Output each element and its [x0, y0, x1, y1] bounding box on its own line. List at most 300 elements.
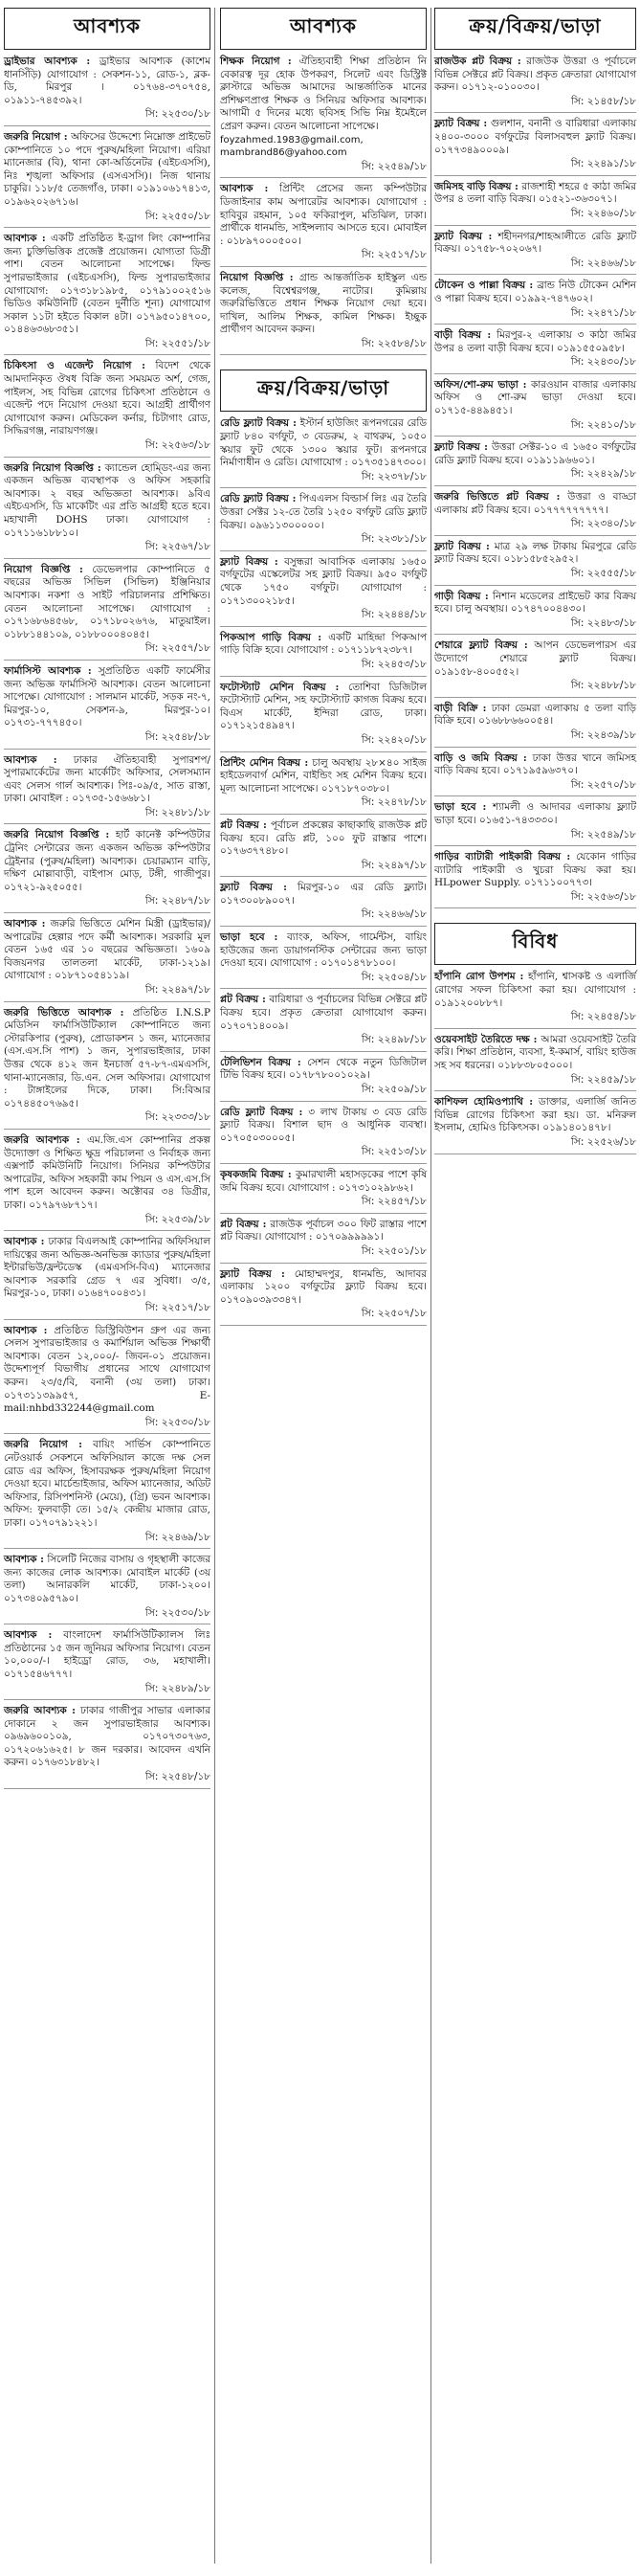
section-heading: আবশ্যক	[220, 8, 427, 50]
ad-text	[434, 280, 636, 305]
ad-divider	[4, 1699, 210, 1700]
column-2	[220, 8, 427, 1340]
ad-title: টোকেন ও পাল্লা বিক্রয় :	[434, 280, 534, 292]
ad-text	[220, 1268, 427, 1308]
ad-text	[220, 1169, 427, 1195]
ad-code: সি: ২২৪৫৪/১৮	[570, 1011, 636, 1023]
ad-body: নিশান মডেলের প্রাইভেট কার বিক্রয় হবে। চালু অবস্থায়। ০১৭৪৭০০৪৪৩০।	[434, 590, 636, 616]
section-gap	[220, 1331, 427, 1340]
ad-text	[4, 1236, 210, 1301]
ad-text	[220, 882, 427, 907]
ad-title: প্লট বিক্রয় :	[220, 1218, 267, 1230]
ad-body: প্রতিষ্ঠিত ডিস্ট্রিবিউশন গ্রুপ এর জন্য সেলস সুপারভাইজার ও কমার্শিয়াল অভিজ্ঞ শিক্ষার্থী আবশ্যক। বেতন ১২,০০০/- জিবন-০১ প্রয়োজন। উদ্দেশ্যপূর্ণ বিভাগীয় প্রধানের সাথে যোগাযোগ করুন। ২৩/৫/বি, বনানী (৩য় তলা) ঢাকা। ০১৭৩১১৩৯৯৫৭, E-mail:nhbd332244@gmail.com	[4, 1324, 210, 1415]
ad-title: ফ্ল্যাট বিক্রয় :	[220, 555, 278, 568]
ad-code: সি: ২২৪৭১/১৮	[570, 306, 636, 319]
classified-ad	[220, 183, 427, 262]
ad-code: সি: ২২৫১৭/১৮	[144, 1302, 210, 1314]
ad-body: জরুরি ভিত্তিতে মেশিন মিস্ত্রী (ড্রাইভার)/ অপারেটর হেল্পার পদে কর্মী আবশ্যক। সরকারি মূল বেতন ১৬৫ এর ১০ বছরের অভিজ্ঞতা। ১৬০৯ বিজয়নগর তালতলা মার্কেট, ঢাকা-১২১৯। যোগাযোগ : ০১৮৭১০৫৪১১৯।	[4, 918, 210, 982]
classified-ad	[434, 801, 636, 841]
ad-divider	[220, 626, 427, 627]
column-rule	[430, 8, 431, 2564]
ad-divider	[434, 485, 636, 486]
classified-ad	[220, 882, 427, 922]
ad-text	[220, 1057, 427, 1083]
ad-divider	[4, 1433, 210, 1434]
ad-body: গুলশান, বনানী ও বারিধারা এলাকায় ২৪০০-৩০০০ বর্গফুটের বিলাসবহুল ফ্ল্যাট বিক্রয়। ০১৭৭৩৪৯০০০৯।	[434, 118, 636, 156]
ad-code: সি: ২২৪৮১/১৮	[144, 806, 210, 818]
ad-code: সি: ২২৫৬৭/১৮	[144, 541, 210, 553]
ad-title: ভাড়া হবে :	[434, 801, 487, 814]
ad-body: ৩ লাখ টাকায় ৩ বেড রেডি ফ্ল্যাট বিক্রয়। বিশাল ছাদ ও আধুনিক ব্যবস্থা। ০১৭০৫০৩০০০৫।	[220, 1106, 427, 1144]
classified-ad	[220, 994, 427, 1046]
ad-text	[4, 233, 210, 337]
ad-divider	[220, 814, 427, 815]
classified-ad	[434, 56, 636, 108]
ad-code: সি: ২২৫৮৪/১৮	[361, 337, 427, 349]
ad-code: সি: ২২৪৬৯/১৮	[144, 1531, 210, 1543]
classified-ad	[4, 829, 210, 908]
ad-code: সি: ২২৪৪৪/১৮	[361, 609, 427, 621]
ad-body: ঢাকার বিএলআই কোম্পানির অফিসিয়াল দায়িত্বের জন্য অভিজ্ঞ-অনভিজ্ঞ ক্যাডার পুরুষ/মহিলা ইন্টারভিউ/ফ্রন্টডেস্ক (এমএসসি-বিএ) ম্যানেজার আবশ্যক সরকারি গ্রেড ৭ এর সুবিধা। ৩/৫, মিরপুর-১০, ঢাকা। ০১৬৪৭০০৪৩১।	[4, 1236, 210, 1300]
ad-text	[434, 1096, 636, 1135]
ad-divider	[4, 1001, 210, 1002]
ad-text	[4, 360, 210, 438]
ad-divider	[434, 907, 636, 908]
classified-ad	[434, 639, 636, 692]
classified-ad	[220, 632, 427, 672]
ad-body: তোশিবা ডিজিটাল ফটোস্ট্যাট মেশিন, সহ ফটোস্ট্যাট কাগজ বিক্রয় হবে। বিএস মার্কেট, ইন্দিরা রোড, ঢাকা। ০১৭১২১৫৪৯৪৭।	[220, 681, 427, 732]
ad-title: প্লট বিক্রয় :	[220, 994, 266, 1006]
classified-ad	[4, 754, 210, 820]
classified-ad	[4, 564, 210, 656]
ad-title: ফটোস্ট্যাট মেশিন বিক্রয় :	[220, 681, 340, 693]
ad-code: সি: ২১৪৫৮/১৮	[570, 95, 636, 107]
ad-divider	[4, 1548, 210, 1549]
ad-body: ঢাকা ডেমরা এলাকায় ৫ তলা বাড়ি বিক্রি হবে। ০১৬৮৮৬৬০০৫৪।	[434, 702, 636, 728]
ad-title: ফার্মাসিস্ট আবশ্যক :	[4, 664, 92, 677]
ad-divider	[220, 1263, 427, 1264]
ad-title: পিকআপ গাড়ি বিক্রয় :	[220, 631, 322, 643]
ad-divider	[4, 749, 210, 750]
ad-code: সি: ২২৪৭৮/১৮	[361, 796, 427, 809]
ad-title: ফ্ল্যাট বিক্রয় :	[434, 230, 493, 242]
ad-title: চিকিৎসা ও এজেন্ট নিয়োগ :	[4, 360, 145, 372]
ad-title: আবশ্যক :	[4, 233, 46, 245]
ad-body: ক্যান্ডেল হোম্ডিং-এর জন্য একজন অভিজ্ঞ ব্যবস্থাপক ও অফিস সহকারি আবশ্যক। ২ বছর অভিজ্ঞতা আবশ্যক। ৯বিএ এইচএসসি, ডি মাকেটিং এর প্রতি আগ্রহী হতে হবে। মহাখালী DOHS ঢাকা। যোগাযোগ : ০১৭১১৬১৮৮১০।	[4, 461, 210, 539]
ad-text	[434, 56, 636, 95]
classified-ad	[4, 1629, 210, 1695]
ad-code: সি: ২২৩৭৮/১৮	[361, 470, 427, 482]
ad-text	[434, 801, 636, 827]
classified-ad	[4, 918, 210, 997]
ad-body: ঢাকার গাজীপুর সাভার এলাকার দোকানে ২ জন সুপারভাইজার আবশ্যক। ০৯৬৯৬০০১০৯, ০১৭০৭৩০৭৬৩, ০১৭২০৬১৬২৫। ৮ জন দরকার। আবেদন এখনি করুন। ০১৭৬৩১৮৪৮২।	[4, 1705, 210, 1769]
ad-text	[434, 639, 636, 679]
section-heading: ক্রয়/বিক্রয়/ভাড়া	[220, 370, 427, 412]
ad-text	[220, 1219, 427, 1244]
classified-ad	[4, 1134, 210, 1226]
ad-divider	[434, 585, 636, 586]
ad-code: সি: ২২৫০১/১৮	[361, 1244, 427, 1257]
classified-ad	[220, 1057, 427, 1097]
ad-title: আবশ্যক :	[4, 1554, 44, 1566]
classified-ad	[4, 1554, 210, 1620]
ad-code: সি: ২২৪৫৯/১৮	[570, 1073, 636, 1086]
section-heading: বিবিধ	[434, 923, 636, 965]
ad-body: শহীদনগর/শাহআলীতে রেডি ফ্ল্যাট বিক্রয়। ০১৭৫৮-৭০২০৬৭।	[434, 230, 637, 256]
ad-title: রেডি ফ্ল্যাট বিক্রয় :	[220, 417, 297, 430]
classified-ad	[220, 819, 427, 872]
ad-body: কুমারখালী মহাসড়কের পাশে কৃষি জমি বিক্রয় হবে। যোগাযোগ : ০১৭৩১০২৯৮৬২।	[220, 1168, 427, 1194]
classified-ad	[220, 556, 427, 622]
ad-text	[220, 556, 427, 608]
column-rule	[214, 8, 215, 2564]
ad-divider	[220, 1051, 427, 1052]
ad-text	[434, 231, 636, 257]
classified-ad	[434, 329, 636, 370]
ad-body: প্রতিষ্ঠিত I.N.S.P মেডিসিন ফার্মাসিউটিক্যাল কোম্পানিতে জন্য স্টোরকিপার (পুরুষ), প্রোডাকশন ১ জন, ম্যানেজার (এস.এস.সি পাশ) ১ জন, সুপারভাইজার, ঢাকা উত্তর থেকে ৪১২ জন ইনচার্জ ৫৭-৮৭-এমএসসি, থানা-ম্যানেজার, ডি.এন. সেল অফিসার। যোগাযোগ : টাঙ্গাইলের দিকে, ঢাকা। সি:বিআর ০১৭৪৪৫০৭৬৯৫।	[4, 1006, 210, 1109]
classified-ad	[220, 1219, 427, 1259]
ad-body: বসুন্ধরা আবাসিক এলাকায় ১৬৫০ বর্গফুটের এস্কেলেটর সহ ফ্ল্যাট বিক্রয়। ৯৫০ বর্গফুট থেকে ১৭৫০ বর্গফুট। যোগাযোগ : ০১৭১৩০০২১৮৫।	[220, 555, 427, 607]
ad-title: জরুরি নিয়োগ :	[4, 1439, 83, 1451]
classified-ad	[434, 231, 636, 271]
ad-text	[434, 329, 636, 355]
ad-body: প্রিন্টিং প্রেসের জন্য কম্পিউটার ডিজাইনার কাম অপারেটর আবশ্যক। যোগাযোগ : হাবিবুর রহমান, ১০৫ ফকিরাপুল, মতিঝিল, ঢাকা। প্রার্থীকে ধানমন্ডি, সাইন্সল্যাব আসতে হবে। মোবাইল : ০১৮৯৭০০০৫০০।	[220, 183, 427, 247]
ad-body: সিলেটি নিজের বাসায় ও গৃহস্থালী কাজের জন্য কাজের লোক আবশ্যক। মোবাইল মার্কেট (৩য় তলা) আনারকলি মার্কেট, ঢাকা-১২০০। ০১৭৩৪০৯৫৭৯০।	[4, 1554, 210, 1604]
ad-divider	[220, 177, 427, 178]
ad-code: সি: ২২৫৩০/১৮	[144, 1416, 210, 1428]
ad-divider	[4, 227, 210, 228]
classified-ad	[4, 1705, 210, 1784]
ad-body: মাত্র ২৯ লক্ষ টাকায় মিরপুরে রেডি ফ্ল্যাট বিক্রয় হবে। ০১৮১৫৮৫২৯৫২।	[434, 540, 636, 566]
ad-title: জরুরি ভিত্তিতে আবশ্যক :	[4, 1006, 124, 1019]
ad-code: সি: ২২৫৪৯/১৮	[361, 160, 427, 172]
ad-text	[220, 994, 427, 1033]
classified-ad	[220, 417, 427, 483]
column-1	[4, 8, 210, 1803]
ad-title: জরুরি আবশ্যক :	[4, 1133, 80, 1146]
ad-code: সি: ২২৪৫৩/১৮	[361, 658, 427, 670]
ad-code: সি: ২২৪৯৭/১৮	[361, 859, 427, 871]
ad-text	[434, 971, 636, 1010]
ad-title: জরুরি ভিত্তিতে প্লট বিক্রয় :	[434, 491, 561, 504]
ad-code: সি: ২২৫৫১/১৮	[144, 337, 210, 349]
ad-code: সি: ২২৪৮৯/১৮	[144, 1682, 210, 1694]
ad-code: সি: ২২৫৫৫/১৮	[570, 568, 636, 579]
classified-ad	[4, 1007, 210, 1125]
ad-divider	[434, 225, 636, 226]
ad-body: চালু অবস্থায় ২৮×৪০ সাইজ হাইডেলবার্গ মেশিন, বাইন্ডিং সহ মেশিন বিক্রয় হবে। মূল্য আলোচনা সাপেক্ষে। ০১৭১৮৭০৩৮০।	[220, 756, 427, 795]
classified-ad	[220, 1169, 427, 1209]
ad-body: ব্রান্ড নিউ টোকেন মেশিন ও পাল্লা বিক্রয় হবে। ০১৯৯২-৭৪৭৬০২।	[434, 280, 636, 304]
ad-title: বাড়ি ও জমি বিক্রয় :	[434, 751, 527, 764]
ad-divider	[4, 912, 210, 913]
ad-contact-email[interactable]: foyzahmed.1983@gmail.com, mambrand86@yahoo.com	[220, 134, 364, 159]
ad-body: মিরপুর-১০ এর রেডি ফ্ল্যাট। ০১৭৩০০৮৯০০৭।	[220, 882, 428, 907]
ad-text	[434, 851, 636, 890]
ad-body: আমরা ওয়েবসাইট তৈরি করি। শিক্ষা প্রতিষ্ঠান, ব্যবসা, ই-কমার্স, বায়িং হাউজ সহ সব ধরনের। ০১৮৮৩৮০৫০০০।	[434, 1033, 636, 1072]
ad-code: সি: ২২৫০৭/১৮	[361, 1308, 427, 1320]
ad-title: ফ্ল্যাট বিক্রয় :	[220, 1267, 285, 1280]
ad-title: টেলিভিশন বিক্রয় :	[220, 1056, 301, 1068]
ad-text	[434, 752, 636, 778]
ad-body: অফিসের উদ্দেশ্যে নিম্নোক্ত প্রাইভেট কোম্পানিতে ১০ পদে পুরুষ/মহিলা নিয়োগ। এরিয়া ম্যানেজার (বি), থানা কো-অর্ডিনেটর (এইচএসসি), নিঃ শৃঙ্খলা অফিসার (এসএসসি)। নিজ থানায় চাকুরি। ১১৮/৫ তেজগাঁও, ঢাকা। ০১৯১০৬১৭৪১৩, ০১৯৬২০২৬৭১৬।	[4, 130, 210, 208]
ad-body: ডাক্তার, এলার্জি জনিত বিভিন্ন রোগের চিকিৎসা করা হয়। ডা. মনিরুল ইসলাম, হোমিও চিকিৎসক। ০১৯১৪০১৪৭৮।	[434, 1096, 637, 1134]
ad-text	[220, 183, 427, 248]
classified-ad	[220, 493, 427, 546]
ad-body: কারওয়ান বাজার এলাকায় অফিস ও শো-রুম ভাড়া দেওয়া হবে। ০১৭১৫-৪৪৯৪৫১।	[434, 378, 636, 417]
ad-divider	[4, 354, 210, 355]
ad-text	[4, 665, 210, 730]
ad-divider	[220, 266, 427, 267]
ad-title: আবশ্যক :	[4, 918, 46, 930]
classified-ad	[434, 851, 636, 904]
ad-body: ঢাকা উত্তর খানে জমিসহ বাড়ি বিক্রয় হবে। ০১৭১৯৫৯৬৩৭০।	[434, 751, 636, 777]
ad-code: সি: ২২৪৬০/১৮	[570, 207, 636, 219]
ad-text	[4, 462, 210, 541]
ad-divider	[220, 354, 427, 355]
ad-divider	[220, 876, 427, 877]
ad-text	[4, 564, 210, 642]
ad-code: সি: ২২৪১০/১৮	[570, 418, 636, 431]
ad-title: জরুরি নিয়োগ বিজ্ঞপ্তি :	[4, 461, 101, 474]
ad-title: প্রিন্টিং মেশিন বিক্রয় :	[220, 756, 309, 769]
ad-text	[4, 131, 210, 210]
classified-ad	[434, 541, 636, 581]
classified-ad	[434, 118, 636, 170]
ad-title: রাজউক প্লট বিক্রয় :	[434, 56, 521, 67]
ad-text	[4, 918, 210, 983]
ad-divider	[434, 697, 636, 698]
ad-divider	[434, 634, 636, 635]
section-gap	[4, 1794, 210, 1803]
ad-code: সি: ২২৫০৯/১৮	[361, 1084, 427, 1095]
ad-body: রাজশাহী শহরে ৫ কাঠা জমির উপর ৪ তলা বাড়ি বিক্রয়। ০১৫২১-৩৬৩০৭১।	[434, 180, 637, 206]
ad-body: ডেভেলপার কোম্পানিতে ৫ বছরের অভিজ্ঞ সিভিল (সিভিল) ইঞ্জিনিয়ার আবশ্যক। নকশা ও সাইট পরিচালনার প্রশিক্ষিত। বেতন আলোচনা সাপেক্ষে। যোগাযোগ : ০১৭১৬৮৬৪৫৬৮, ০১৭১৮০২৬৭৬, মাতুয়াইল। ০১৮৮১৪৪১০৯, ০১৮৮০০০৪০৪৫।	[4, 563, 210, 640]
ad-text	[4, 1007, 210, 1111]
ad-body: ঢাকার ঐতিহ্যবাহী সুপারশপ/সুপারমার্কেটের জন্য মার্কেটিং অফিসার, সেলসম্যান এবং সেলস গার্ল আবশ্যক। পিঃ-০৯/৫, সাত রাস্তা, ঢাকা। মোবাইল : ০১৭৩৫-১৫৬৬৮১।	[4, 753, 210, 805]
ad-text	[434, 703, 636, 728]
ad-text	[4, 754, 210, 806]
ad-code: সি: ২২৫৪৯/১৮	[570, 828, 636, 840]
ad-text	[4, 1134, 210, 1213]
classified-ad	[4, 360, 210, 452]
ad-code: সি: ২২৫৭০/১৮	[570, 778, 636, 791]
ad-code: সি: ২২৪৩৯/১৮	[570, 728, 636, 741]
classified-ad	[434, 591, 636, 631]
classified-ad	[434, 181, 636, 221]
ad-code: সি: ২২৪৯৮/১৮	[361, 1034, 427, 1046]
classified-ad	[434, 491, 636, 531]
classified-ad	[434, 379, 636, 432]
ad-divider	[220, 1101, 427, 1102]
ad-divider	[220, 676, 427, 677]
classified-ad	[434, 703, 636, 743]
ad-code: সি: ২২৪৮৩/১৮	[570, 616, 636, 629]
ad-title: ফ্ল্যাট বিক্রয় :	[434, 540, 490, 552]
ad-body: উত্তরা সেক্টর-১০ এ ১৬৫০ বর্গফুটের রেডি ফ্ল্যাট বিক্রয় হবে। ০১৯১১৯৬৬০১।	[434, 441, 637, 466]
ad-title: অফিস/শো-রুম ভাড়া :	[434, 378, 527, 391]
ad-body: আপন ডেভেলপারস এর উদ্যোগে শেয়ারে ফ্ল্যাট বিক্রয়। ০১৯১৫৮-৪০০৫৫২।	[434, 639, 636, 678]
ad-text	[434, 379, 636, 418]
ad-text	[220, 417, 427, 469]
ad-divider	[434, 324, 636, 325]
ad-text	[434, 181, 636, 207]
ad-code: সি: ২২৫২৬/১৮	[570, 1136, 636, 1148]
ad-divider	[220, 1325, 427, 1326]
ad-divider	[4, 558, 210, 559]
ad-divider	[434, 436, 636, 437]
ad-body: এম.জি.এস কোম্পানির প্রকল্প উদ্যোক্তা ও শিক্ষিত ক্ষুদ্র পরিচালনা ও নির্বাহক জন্য এক্সপার্ট কমিউনিটি নিয়োগ। সিনিয়র কম্পিউটার অপারেটর, অফিস সহকারী কাম পিয়ন ও এস.এস.সি পাশ হলে আবেদন করুন। অক্টোবর ৩৪ ডিগ্রীর, ঢাকা। ০১৭৯৭৬৮৭১৭।	[4, 1133, 210, 1211]
ad-body: ব্যাংক, অফিস, গার্মেন্টস, বায়িং হাউজের জন্য ডায়াগনস্টিক সেন্টারের জন্য ভাড়া দেওয়া হবে। যোগাযোগ : ০১৭০১৪৭৮১০০।	[220, 931, 427, 970]
ad-body: হাঁপানি, শ্বাসকষ্ট ও এলার্জি রোগের সফল চিকিৎসা করা হয়। যোগাযোগ : ০১৯১২০০৮৮৭।	[434, 971, 636, 1009]
ad-code: সি: ২২৫৬৩/১৮	[570, 890, 636, 903]
classified-ad	[220, 757, 427, 810]
ad-title: কৃষকজমি বিক্রয় :	[220, 1168, 292, 1180]
classified-ad	[434, 1034, 636, 1086]
ad-text	[434, 541, 636, 567]
ad-text	[434, 441, 636, 467]
ad-title: আবশ্যক :	[4, 1324, 48, 1336]
ad-text	[434, 591, 636, 616]
ad-divider	[434, 373, 636, 374]
ad-title: রেডি ফ্ল্যাট বিক্রয় :	[220, 1106, 303, 1118]
ad-body: বায়িং সার্ভিস কোম্পানিতে নেটওয়ার্ক সেকশনে অফিসিয়াল কাজে দক্ষ সেল রোড এর অফিস, হিসাবরক্ষক পুরুষ/মহিলা নিয়োগ দেওয়া হবে। মার্চেন্ডাইজার, অফিস ম্যানেজার, অডিট অফিসার, রিসিপশনিস্ট (মেয়ে), (গ্রি) ভবন আবশ্যক। অফিস: ফুলবাড়ী তে। ১৫/২ কেন্দ্রীয় মাজার রোড, ঢাকা। ০১৭০৭৯১২২১।	[4, 1439, 210, 1529]
ad-divider	[4, 457, 210, 458]
ad-text	[4, 1629, 210, 1681]
ad-text	[220, 56, 427, 134]
section-heading: ক্রয়/বিক্রয়/ভাড়া	[434, 8, 636, 50]
ad-code: সি: ২২৫১৭/১৮	[361, 249, 427, 261]
ad-title: নিয়োগ বিজ্ঞপ্তি :	[4, 563, 83, 575]
ad-text	[4, 1554, 210, 1605]
ad-divider	[434, 112, 636, 113]
ad-code: সি: ২২৫০৪/১৮	[361, 971, 427, 983]
ad-title: জরুরি নিয়োগ :	[4, 130, 68, 143]
classified-ad	[4, 665, 210, 745]
ad-divider	[434, 845, 636, 846]
ad-body: ড্রাইভার আবশ্যক (কাশেম ধানসিঁড়ি) যোগাযোগ : সেকশন-১১, রোড-১, ব্লক-ডি, মিরপুর । ০১৭৬৪-৩৭০৭৫৪, ০১৯১১-৭৪৫৩৯২।	[4, 56, 210, 106]
ad-title: জরুরি নিয়োগ বিজ্ঞপ্তি :	[4, 829, 110, 841]
ad-body: বারিধারা ও পূর্বাচলের বিভিন্ন সেক্টরে প্লট বিক্রয় হবে। প্রকৃত ক্রেতারা যোগাযোগ করুন। ০১৭০৭১৪০০৯।	[220, 994, 428, 1032]
ad-divider	[434, 747, 636, 748]
ad-body: পিএএলস বিল্ডার্স লিঃ এর তৈরি উত্তরা সেক্টর ১২-তে তৈরি ১২৫০ বর্গফুট রেডি ফ্ল্যাট বিক্রয়। ০৯৬১১৩০০০০০।	[220, 493, 428, 531]
ad-body: রাজউক উত্তরা ও পূর্বাচলে বিভিন্ন সেক্টরে প্লট বিক্রয়। প্রকৃত ক্রেতারা যোগাযোগ করুন। ০১৭১২-০১০০৩০।	[434, 56, 636, 94]
ad-title: শেয়ারে ফ্ল্যাট বিক্রয় :	[434, 639, 528, 652]
ad-code: সি: ২২৫৩০/১৮	[144, 1606, 210, 1619]
ad-text	[220, 493, 427, 532]
ad-body: ইস্টার্ন হাউজিং রূপনগরের রেডি ফ্ল্যাট ৮৪০ বর্গফুট, ৩ বেডরুম, ২ বাথরুম, ১০৫০ স্কয়ার ফুট থেকে ১৩০০ স্কয়ার ফুট। রূপনগরে নির্মাণাধীন ও রেডি। যোগাযোগ : ০১৭৩৫১৪৭৩০০।	[220, 417, 427, 469]
ad-text	[4, 56, 210, 107]
ad-title: বাড়ী বিক্রি :	[434, 702, 487, 714]
ad-text	[220, 757, 427, 796]
ad-title: আবশ্যক :	[4, 1629, 53, 1642]
ad-divider	[434, 274, 636, 275]
ad-title: ড্রাইভার আবশ্যক :	[4, 56, 91, 67]
ad-title: আবশ্যক :	[4, 753, 57, 766]
ad-divider	[220, 1213, 427, 1214]
classified-ad	[4, 1325, 210, 1430]
ad-title: বাড়ী বিক্রয় :	[434, 329, 492, 342]
ad-title: নিয়োগ বিজ্ঞপ্তি :	[220, 271, 294, 283]
classified-ad	[434, 1096, 636, 1149]
ad-body: হার্ট কানেক্ট কম্পিউটার ট্রেনিং সেন্টারের জন্য একজন অভিজ্ঞ কম্পিউটার ট্রেইনার (পুরুষ/মহিলা) আবশ্যক। চেয়ারম্যান বাড়ি, দক্ষিণ মোল্লাবাড়ী, বাইপাস মোড়, টঙ্গী, গাজীপুর। ০১৭২১-৯২৫০৫৫।	[4, 829, 210, 893]
column-3	[434, 8, 636, 1169]
ad-code: সি: ২২৫৫৭/১৮	[144, 642, 210, 655]
ad-title: ফ্ল্যাট বিক্রয় :	[434, 118, 488, 130]
classified-ad	[4, 131, 210, 223]
ad-code: সি: ২২৫৩৯/১৮	[144, 1213, 210, 1225]
ad-text	[220, 931, 427, 971]
ad-title: আবশ্যক :	[4, 1236, 45, 1248]
ad-text	[434, 118, 636, 157]
ad-divider	[434, 1090, 636, 1091]
ad-text	[4, 829, 210, 894]
classified-ad	[4, 56, 210, 122]
ad-text	[220, 632, 427, 658]
ad-title: শিক্ষক নিয়োগ :	[220, 56, 292, 67]
classified-ad	[220, 931, 427, 984]
ad-divider	[220, 926, 427, 927]
ad-divider	[434, 175, 636, 176]
ad-code: সি: ২২৩৪০/১৮	[570, 518, 636, 530]
ad-divider	[4, 1230, 210, 1231]
ad-code: সি: ২২৫১৩/১৮	[361, 1146, 427, 1158]
ad-code: সি: ২২৪৩০/১৮	[570, 356, 636, 369]
classified-ad	[434, 752, 636, 793]
ad-title: হাঁপানি রোগ উপশম :	[434, 971, 524, 983]
classified-ad	[220, 56, 427, 173]
ad-text	[4, 1439, 210, 1530]
ad-title: জমিসহ বাড়ি বিক্রয় :	[434, 180, 519, 192]
classified-ad	[220, 682, 427, 748]
classified-ad	[434, 971, 636, 1023]
ad-divider	[4, 823, 210, 824]
ad-divider	[4, 660, 210, 661]
classified-ad	[220, 1268, 427, 1321]
ad-body: যেকোন গাড়ির ব্যাটারি পাইকারী ও খুচরা বিক্রয় করা হয়। HLpower Supply. ০১৭১১০০৭৭৩।	[434, 851, 636, 889]
ad-code: সি: ২২৪৯৭/১৮	[144, 984, 210, 996]
classified-ad	[220, 1107, 427, 1159]
ad-code: সি: ২২৫৪৮/১৮	[144, 730, 210, 743]
ad-title: ফ্ল্যাট বিক্রয় :	[220, 882, 287, 894]
classified-ad	[220, 272, 427, 351]
classified-ad	[4, 233, 210, 350]
ad-body: ঐতিহ্যবাহী শিক্ষা প্রতিষ্ঠান নি বেকারত্ব দূর হোক উপকরণ, সিলেট এবং ডিস্ট্রিক্ট ক্লাস্টারে অভিজ্ঞ আমাদের আন্তর্জাতিক মানের প্রশিক্ষণপ্রাপ্ত শিক্ষক ও সিনিয়র অফিসার আবশ্যক। আগামী ৫ দিনের মধ্যে ছবিসহ সিভি নিম্ন ইমেইলে প্রেরণ করুন। বেতন আলোচনা সাপেক্ষে।	[220, 56, 427, 132]
ad-body: পূর্বাচল প্রকল্পের কাছাকাছি রাজউক প্লট বিক্রয় হবে। রেডি প্লট, ১০০ ফুট রাস্তার পাশে। ০১৭৬৩৭৭৪৮০।	[220, 818, 427, 858]
ad-title: গাড়ির ব্যাটারী পাইকারী বিক্রয় :	[434, 851, 571, 863]
ad-code: সি: ২২৫৫০/১৮	[144, 210, 210, 222]
classified-ad	[434, 280, 636, 320]
ad-divider	[220, 751, 427, 752]
ad-text	[4, 1325, 210, 1416]
ad-title: জরুরি আবশ্যক :	[4, 1705, 76, 1717]
ad-divider	[4, 1319, 210, 1320]
ad-body: বাংলাদেশ ফার্মাসিউটিক্যালস লিঃ প্রতিষ্ঠানের ১৫ জন জুনিয়র অফিসার নিয়োগ। বেতন ১০,০০০/-। হাইড্রো রোড, ৩৬, মহাখালী। ০১৭১৫৪৬৭৭৭।	[4, 1629, 210, 1680]
ad-text	[434, 1034, 636, 1073]
ad-title: আবশ্যক :	[220, 183, 269, 195]
ad-divider	[220, 550, 427, 551]
ad-divider	[220, 988, 427, 989]
section-heading: আবশ্যক	[4, 8, 210, 50]
ad-code: সি: ২২৪৬৬/১৮	[361, 908, 427, 921]
section-gap	[434, 1159, 636, 1169]
ad-code: সি: ২২৪৮৮/১৮	[570, 680, 636, 692]
ad-text	[220, 682, 427, 733]
ad-text	[220, 1107, 427, 1146]
ad-body: সুপ্রতিষ্ঠিত একটি ফার্মেসীর জন্য অভিজ্ঞ ফার্মাসিস্ট আবশ্যক। বেতন আলোচনা সাপেক্ষে। যোগাযোগ : সালমান মার্কেট, সড়ক নং-৭, মিরপুর-১০, সেকশন-৯, মিরপুর-১০। ০১৭৩১-৭৭৭৪৫০।	[4, 664, 210, 729]
ad-title: ফ্ল্যাট বিক্রয় :	[434, 441, 488, 454]
ad-code: সি: ২২৩৩৩/১৮	[144, 1111, 210, 1124]
